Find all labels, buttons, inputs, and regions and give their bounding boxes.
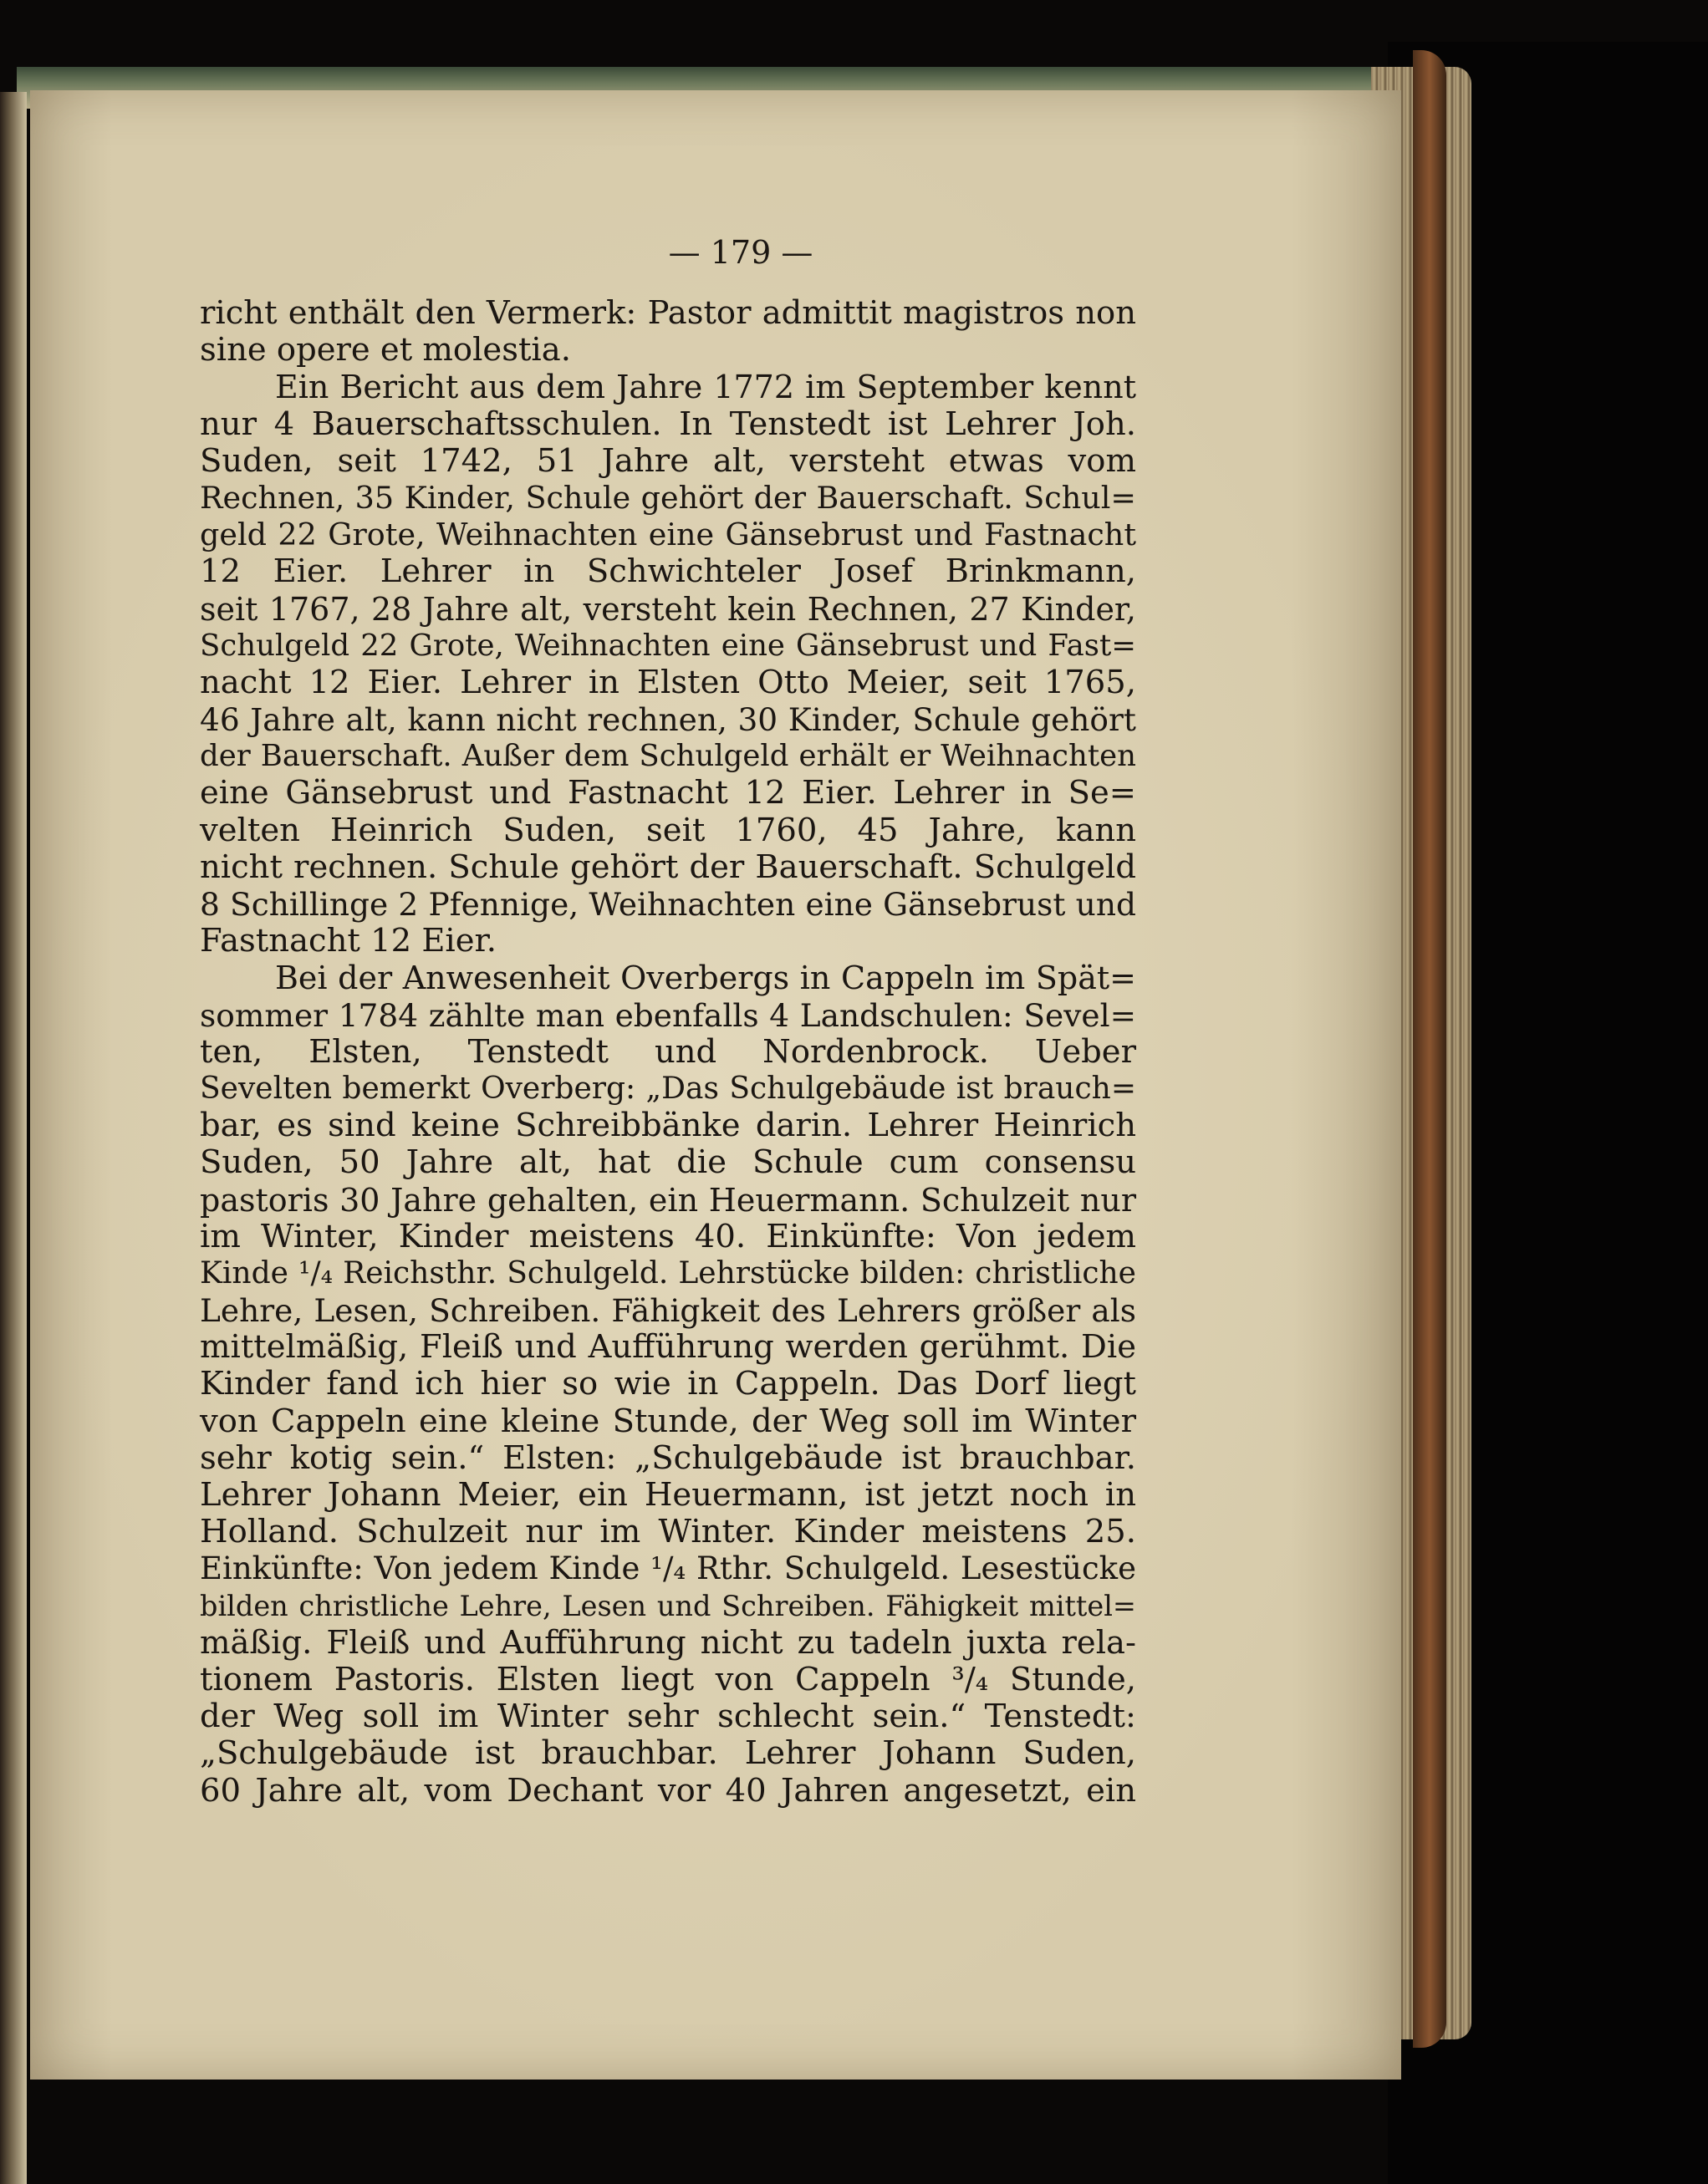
text-line: pastoris 30 Jahre gehalten, ein Heuermann. Schulzeit nur <box>200 1181 1136 1219</box>
text-line: seit 1767, 28 Jahre alt, versteht kein Rechnen, 27 Kinder, <box>200 590 1136 628</box>
left-page-edge <box>0 92 27 2184</box>
text-line: mäßig. Fleiß und Aufführung nicht zu tadeln juxta rela- <box>200 1623 1136 1662</box>
text-line: sehr kotig sein.“ Elsten: „Schulgebäude ist brauchbar. <box>200 1438 1136 1477</box>
text-line: geld 22 Grote, Weihnachten eine Gänsebrust und Fastnacht <box>200 517 1136 553</box>
text-line: „Schulgebäude ist brauchbar. Lehrer Johann Suden, <box>200 1734 1136 1773</box>
text-line: 60 Jahre alt, vom Dechant vor 40 Jahren angesetzt, ein <box>200 1771 1136 1810</box>
text-line: von Cappeln eine kleine Stunde, der Weg soll im Winter <box>200 1402 1136 1440</box>
text-line: Schulgeld 22 Grote, Weihnachten eine Gänsebrust und Fast= <box>200 628 1136 663</box>
text-line: Holland. Schulzeit nur im Winter. Kinder meistens 25. <box>200 1513 1136 1551</box>
text-line: Lehrer Johann Meier, ein Heuermann, ist jetzt noch in <box>200 1476 1136 1514</box>
text-line: Einkünfte: Von jedem Kinde ¹/₄ Rthr. Schulgeld. Lesestücke <box>200 1550 1136 1587</box>
text-line: tionem Pastoris. Elsten liegt von Cappeln ³/₄ Stunde, <box>200 1660 1136 1698</box>
book-cover-edge <box>1413 50 1446 2048</box>
text-line: bar, es sind keine Schreibbänke darin. Lehrer Heinrich <box>200 1107 1136 1145</box>
text-line: velten Heinrich Suden, seit 1760, 45 Jahre, kann <box>200 811 1136 849</box>
text-line: ten, Elsten, Tenstedt und Nordenbrock. Ueber <box>200 1032 1136 1071</box>
text-line: mittelmäßig, Fleiß und Aufführung werden gerühmt. Die <box>200 1328 1136 1367</box>
book-page <box>30 90 1401 2080</box>
text-line: Suden, 50 Jahre alt, hat die Schule cum consensu <box>200 1143 1136 1182</box>
text-line: sommer 1784 zählte man ebenfalls 4 Landschulen: Sevel= <box>200 996 1136 1034</box>
text-line: 46 Jahre alt, kann nicht rechnen, 30 Kinder, Schule gehört <box>200 701 1136 739</box>
text-line: nicht rechnen. Schule gehört der Bauerschaft. Schulgeld <box>200 848 1136 886</box>
text-line: Sevelten bemerkt Overberg: „Das Schulgebäude ist brauch= <box>200 1071 1136 1106</box>
text-line: nacht 12 Eier. Lehrer in Elsten Otto Meier, seit 1765, <box>200 663 1136 701</box>
text-line: eine Gänsebrust und Fastnacht 12 Eier. Lehrer in Se= <box>200 774 1136 812</box>
text-line: der Bauerschaft. Außer dem Schulgeld erhält er Weihnachten <box>200 739 1136 774</box>
text-line: Ein Bericht aus dem Jahre 1772 im September kennt <box>275 369 1136 406</box>
text-line: Lehre, Lesen, Schreiben. Fähigkeit des Lehrers größer als <box>200 1292 1136 1330</box>
text-line: 12 Eier. Lehrer in Schwichteler Josef Brinkmann, <box>200 552 1136 591</box>
text-line: sine opere et molestia. <box>200 331 571 369</box>
text-line: bilden christliche Lehre, Lesen und Schreiben. Fähigkeit mittel= <box>200 1589 1136 1622</box>
text-line: Kinde ¹/₄ Reichsthr. Schulgeld. Lehrstücke bilden: christliche <box>200 1255 1136 1291</box>
text-line: 8 Schillinge 2 Pfennige, Weihnachten eine Gänsebrust und <box>200 886 1136 923</box>
text-line: richt enthält den Vermerk: Pastor admittit magistros non <box>200 294 1136 332</box>
page-text-block <box>200 295 1136 1810</box>
page-number: — 179 — <box>668 234 813 271</box>
text-line: Bei der Anwesenheit Overbergs in Cappeln im Spät= <box>275 960 1136 997</box>
text-line: Fastnacht 12 Eier. <box>200 922 497 960</box>
text-line: Kinder fand ich hier so wie in Cappeln. Das Dorf liegt <box>200 1365 1136 1403</box>
text-line: im Winter, Kinder meistens 40. Einkünfte: Von jedem <box>200 1217 1136 1255</box>
text-line: der Weg soll im Winter sehr schlecht sein.“ Tenstedt: <box>200 1698 1136 1736</box>
text-line: nur 4 Bauerschaftsschulen. In Tenstedt ist Lehrer Joh. <box>200 405 1136 443</box>
text-line: Suden, seit 1742, 51 Jahre alt, versteht etwas vom <box>200 441 1136 480</box>
text-line: Rechnen, 35 Kinder, Schule gehört der Bauerschaft. Schul= <box>200 479 1136 516</box>
